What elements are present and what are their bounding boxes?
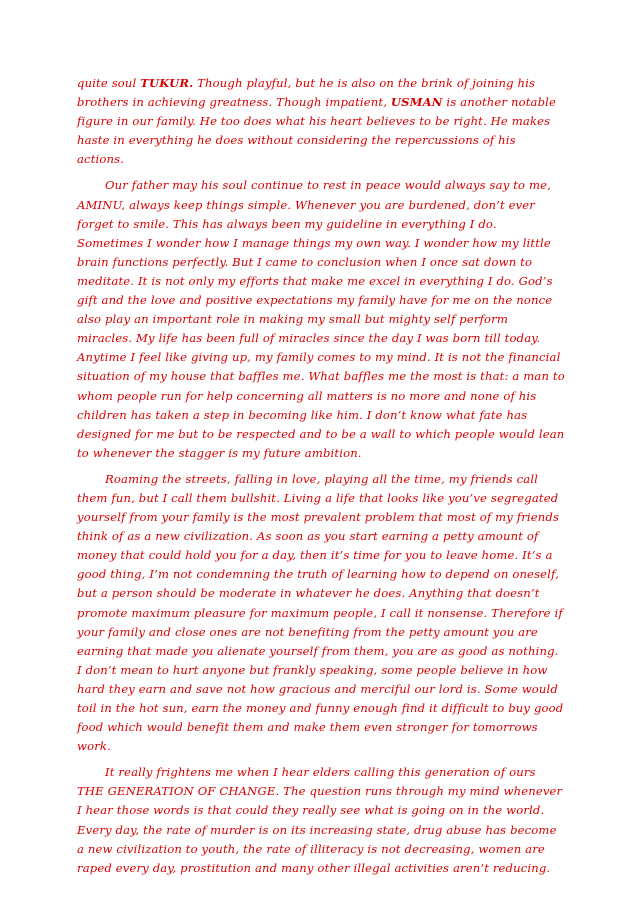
text-segment: is another notable figure in our family. He too does what his heart believes to be right. He makes haste in everything he does without considering the repercussions of his actions. [77,95,557,167]
text-segment: It really frightens me when I hear elders calling this generation of ours THE GENERATION OF CHANGE. The question runs through my mind whenever I hear those words is that could they really see what is going on in the world. Every day, the rate of murder is on its increasing state, drug abuse has become a new civilization to youth, the rate of illiteracy is not decreasing, women are raped every day, prostitution and many other illegal activities aren’t reducing. [77,765,563,875]
name-tukur: TUKUR. [140,76,194,90]
text-segment: Though playful, but he is also on the brink of joining his brothers in achieving greatness. Though impatient, [77,76,536,110]
paragraph-1 [77,74,565,169]
name-usman: USMAN [390,95,443,110]
paragraph-4 [77,763,565,878]
text-segment: Roaming the streets, falling in love, playing all the time, my friends call them fun, but I call them bullshit. Living a life that looks like you’ve segregated yourself from your family is the most prevalent problem that most of my friends think of as a new civilization. As soon as you start earning a petty amount of money that could hold you for a day, then it’s time for you to leave home. It’s a good thing, I’m not condemning the truth of learning how to depend on oneself, but a person should be moderate in whatever he does. Anything that doesn’t promote maximum pleasure for maximum people, I call it nonsense. Therefore if your family and close ones are not benefiting from the petty amount you are earning that made you alienate yourself from them, you are as good as nothing. I don’t mean to hurt anyone but frankly speaking, some people believe in how hard they earn and save not how gracious and merciful our lord is. Some would toil in the hot sun, earn the money and funny enough find it difficult to buy good food which would benefit them and make them even stronger for tomorrows work. [77,471,564,754]
document-page [77,74,565,878]
text-segment: Our father may his soul continue to rest in peace would always say to me, AMINU, always keep things simple. Whenever you are burdened, don’t ever forget to smile. This has always been my guideline in everything I do. Sometimes I wonder how I manage things my own way. I wonder how my little brain functions perfectly. But I came to conclusion when I once sat down to meditate. It is not only my efforts that make me excel in everything I do. God’s gift and the love and positive expectations my family have for me on the nonce also play an important role in making my small but mighty self perform miracles. My life has been full of miracles since the day I was born till today. Anytime I feel like giving up, my family comes to my mind. It is not the financial situation of my house that baffles me. What baffles me the most is that: a man to whom people run for help concerning all matters is no more and none of his children has taken a step in becoming like him. I don’t know what fate has designed for me but to be respected and to be a wall to which people would lean to whenever the stagger is my future ambition. [77,178,565,460]
paragraph-3 [77,470,565,756]
text-segment: quite soul [77,76,141,90]
paragraph-2 [77,176,565,462]
